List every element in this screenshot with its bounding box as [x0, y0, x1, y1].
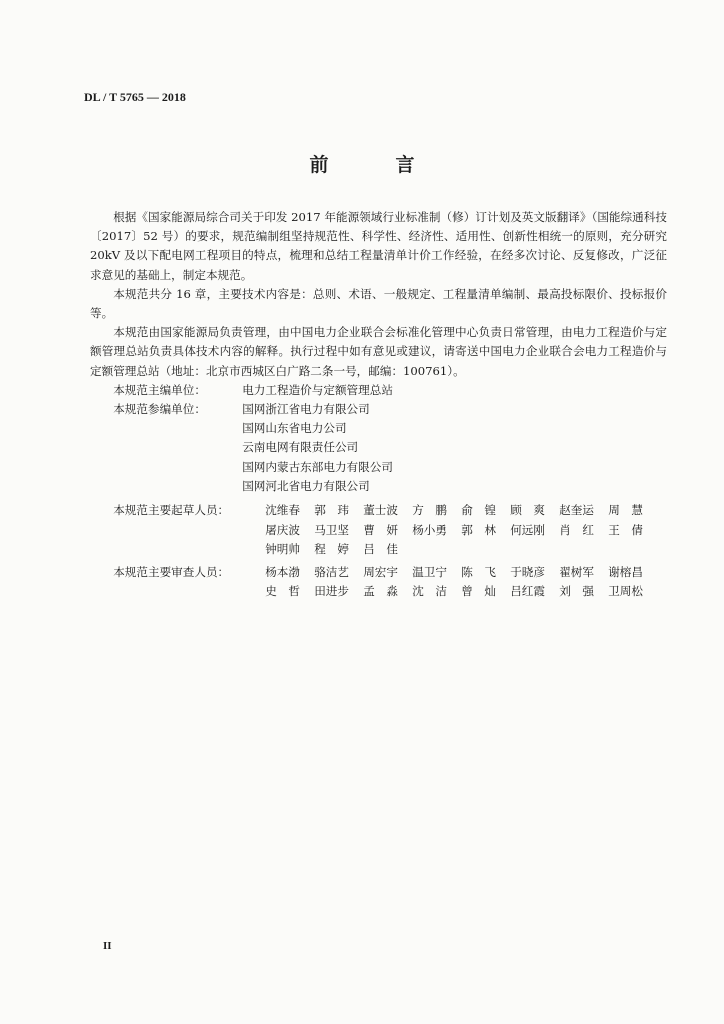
drafter-name: 赵奎运: [559, 503, 594, 518]
page-title: 前 言: [309, 154, 439, 176]
reviewer-name: 孟 淼: [363, 584, 398, 599]
paragraph-management: 本规范由国家能源局负责管理，由中国电力企业联合会标准化管理中心负责日常管理，由电力工程造价与定额管理总站负责具体技术内容的解释。执行过程中如有意见或建议，请寄送中国电力企业联合会电力工程造价与定额管理总站（地址：北京市西城区白广路二条一号，邮编：100761）。: [90, 325, 667, 378]
reviewer-name: 杨本渤: [265, 564, 300, 579]
reviewer-name: 温卫宁: [412, 564, 447, 579]
reviewer-name: 谢榕昌: [608, 564, 643, 579]
reviewer-name: 田进步: [314, 584, 349, 599]
participating-unit: 国网山东省电力公司: [242, 421, 347, 436]
drafter-name: 肖 红: [559, 522, 594, 537]
reviewer-name: 陈 飞: [461, 564, 496, 579]
paragraph-basis: 根据《国家能源局综合司关于印发 2017 年能源领域行业标准制（修）订计划及英文版翻译》（国能综通科技〔2017〕52 号）的要求，规范编制组坚持规范性、科学性、经济性、适用性、创新性相统一的原则，充分研究 20kV 及以下配电网工程项目的特点，梳理和总结工程量清单计价工作经验，在经多次讨论、反复修改，广泛征求意见的基础上，制定本规范。: [90, 210, 667, 282]
reviewer-name: 翟树军: [559, 564, 594, 579]
drafter-name: 王 倩: [608, 522, 643, 537]
drafters-row: [90, 501, 667, 560]
reviewer-name: 吕红霞: [510, 584, 545, 599]
chief-editor-unit: 电力工程造价与定额管理总站: [242, 382, 393, 397]
reviewers-label: 本规范主要审查人员：: [113, 564, 230, 579]
paragraph-contents: 本规范共分 16 章，主要技术内容是：总则、术语、一般规定、工程量清单编制、最高投标限价、投标报价等。: [90, 286, 667, 321]
drafter-name: 屠庆波: [265, 522, 300, 537]
document-body: [90, 208, 667, 602]
drafter-name: 周 慧: [608, 503, 643, 518]
reviewer-name: 周宏宇: [363, 564, 398, 579]
drafter-name: 吕 佳: [363, 542, 398, 557]
drafter-name: 程 婷: [314, 542, 349, 557]
reviewer-name: 沈 洁: [412, 584, 447, 599]
reviewer-name: 骆洁艺: [314, 564, 349, 579]
reviewers-row: [90, 563, 667, 602]
reviewer-name: 曾 灿: [461, 584, 496, 599]
drafter-name: 钟明帅: [265, 542, 300, 557]
chief-editor-label: 本规范主编单位：: [113, 382, 206, 397]
drafter-name: 俞 锽: [461, 503, 496, 518]
participating-editors-label: 本规范参编单位：: [113, 402, 206, 417]
reviewer-name: 史 哲: [265, 584, 300, 599]
drafter-name: 杨小勇: [412, 522, 447, 537]
drafter-name: 方 鹏: [412, 503, 447, 518]
drafter-name: 郭 林: [461, 522, 496, 537]
page-number: II: [103, 940, 112, 952]
participating-unit: 国网河北省电力有限公司: [242, 478, 370, 493]
drafter-name: 马卫坚: [314, 522, 349, 537]
drafter-name: 董士波: [363, 503, 398, 518]
drafters-label: 本规范主要起草人员：: [113, 503, 230, 518]
drafter-name: 沈维春: [265, 503, 300, 518]
drafter-name: 顾 爽: [510, 503, 545, 518]
drafter-name: 何远刚: [510, 522, 545, 537]
drafters-names: [265, 501, 657, 560]
drafter-name: 曹 妍: [363, 522, 398, 537]
drafter-name: 郭 玮: [314, 503, 349, 518]
chief-editor-row: [90, 381, 667, 400]
reviewers-names: [265, 563, 657, 602]
participating-unit: 国网浙江省电力有限公司: [242, 402, 370, 417]
reviewer-name: 于晓彦: [510, 564, 545, 579]
reviewer-name: 刘 强: [559, 584, 594, 599]
participating-unit: 云南电网有限责任公司: [242, 440, 359, 455]
document-id: DL / T 5765 — 2018: [84, 90, 186, 104]
participating-editors-row: [90, 400, 667, 496]
reviewer-name: 卫周松: [608, 584, 643, 599]
participating-unit: 国网内蒙古东部电力有限公司: [242, 459, 393, 474]
